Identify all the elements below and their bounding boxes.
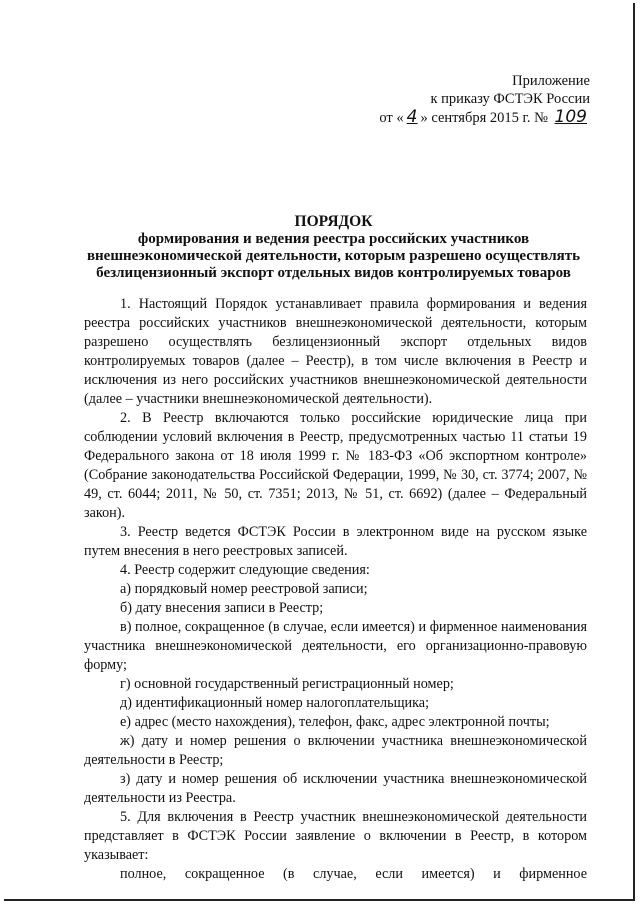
- paragraph-continuation: полное, сокращенное (в случае, если имеется) и фирменное: [120, 866, 587, 882]
- paragraph-3: 3. Реестр ведется ФСТЭК России в электронном виде на русском языке путем внесения в него реестровых записей.: [84, 524, 587, 559]
- order-reference: к приказу ФСТЭК России: [430, 91, 590, 107]
- list-item-d: д) идентификационный номер налогоплательщика;: [120, 695, 430, 711]
- date-prefix: от «: [379, 110, 404, 126]
- document-body: [84, 295, 587, 884]
- list-item-zh: ж) дату и номер решения о включении участника внешнеэкономической деятельности в Реестр;: [84, 733, 587, 768]
- date-middle: » сентября 2015 г. №: [420, 110, 548, 126]
- title-line: формирования и ведения реестра российских участников: [137, 231, 530, 247]
- list-item-a: а) порядковый номер реестровой записи;: [120, 581, 368, 597]
- list-item-e: е) адрес (место нахождения), телефон, факс, адрес электронной почты;: [120, 714, 550, 730]
- paragraph-2: 2. В Реестр включаются только российские юридические лица при соблюдении условий включения в Реестр, предусмотренных частью 11 статьи 19 Федерального закона от 18 июля 1999 г. № 183-ФЗ «Об экспортном контроле» (Собрание законодательства Российской Федерации, 1999, № 30, ст. 3774; 2007, № 49, ст. 6044; 2011, № 50, ст. 7351; 2013, № 51, ст. 6692) (далее – Федеральный закон).: [84, 410, 587, 521]
- appendix-header: [360, 72, 590, 127]
- appendix-label: Приложение: [512, 73, 590, 89]
- list-item-v: в) полное, сокращенное (в случае, если имеется) и фирменное наименования участника внешнеэкономической деятельности, его организационно-правовую форму;: [84, 619, 587, 673]
- title-line: внешнеэкономической деятельности, которым разрешено осуществлять: [86, 248, 581, 264]
- title-main: ПОРЯДОК: [294, 213, 373, 230]
- paragraph-5: 5. Для включения в Реестр участник внешнеэкономической деятельности представляет в ФСТЭК России заявление о включении в Реестр, в котором указывает:: [84, 809, 587, 863]
- handwritten-order-number: 109: [554, 107, 587, 127]
- list-item-g: г) основной государственный регистрационный номер;: [120, 676, 454, 692]
- list-item-z: з) дату и номер решения об исключении участника внешнеэкономической деятельности из Реестра.: [84, 771, 587, 806]
- document-title: [80, 213, 587, 282]
- handwritten-day: 4: [406, 107, 418, 127]
- title-line: безлицензионный экспорт отдельных видов контролируемых товаров: [96, 265, 571, 281]
- paragraph-1: 1. Настоящий Порядок устанавливает правила формирования и ведения реестра российских участников внешнеэкономической деятельности, которым разрешено осуществлять безлицензионный экспорт отдельных видов контролируемых товаров (далее – Реестр), в том числе включения в Реестр и исключения из него российских участников внешнеэкономической деятельности (далее – участники внешнеэкономической деятельности).: [84, 296, 587, 407]
- order-date-number: [360, 108, 590, 127]
- paragraph-4: 4. Реестр содержит следующие сведения:: [120, 562, 370, 578]
- list-item-b: б) дату внесения записи в Реестр;: [120, 600, 324, 616]
